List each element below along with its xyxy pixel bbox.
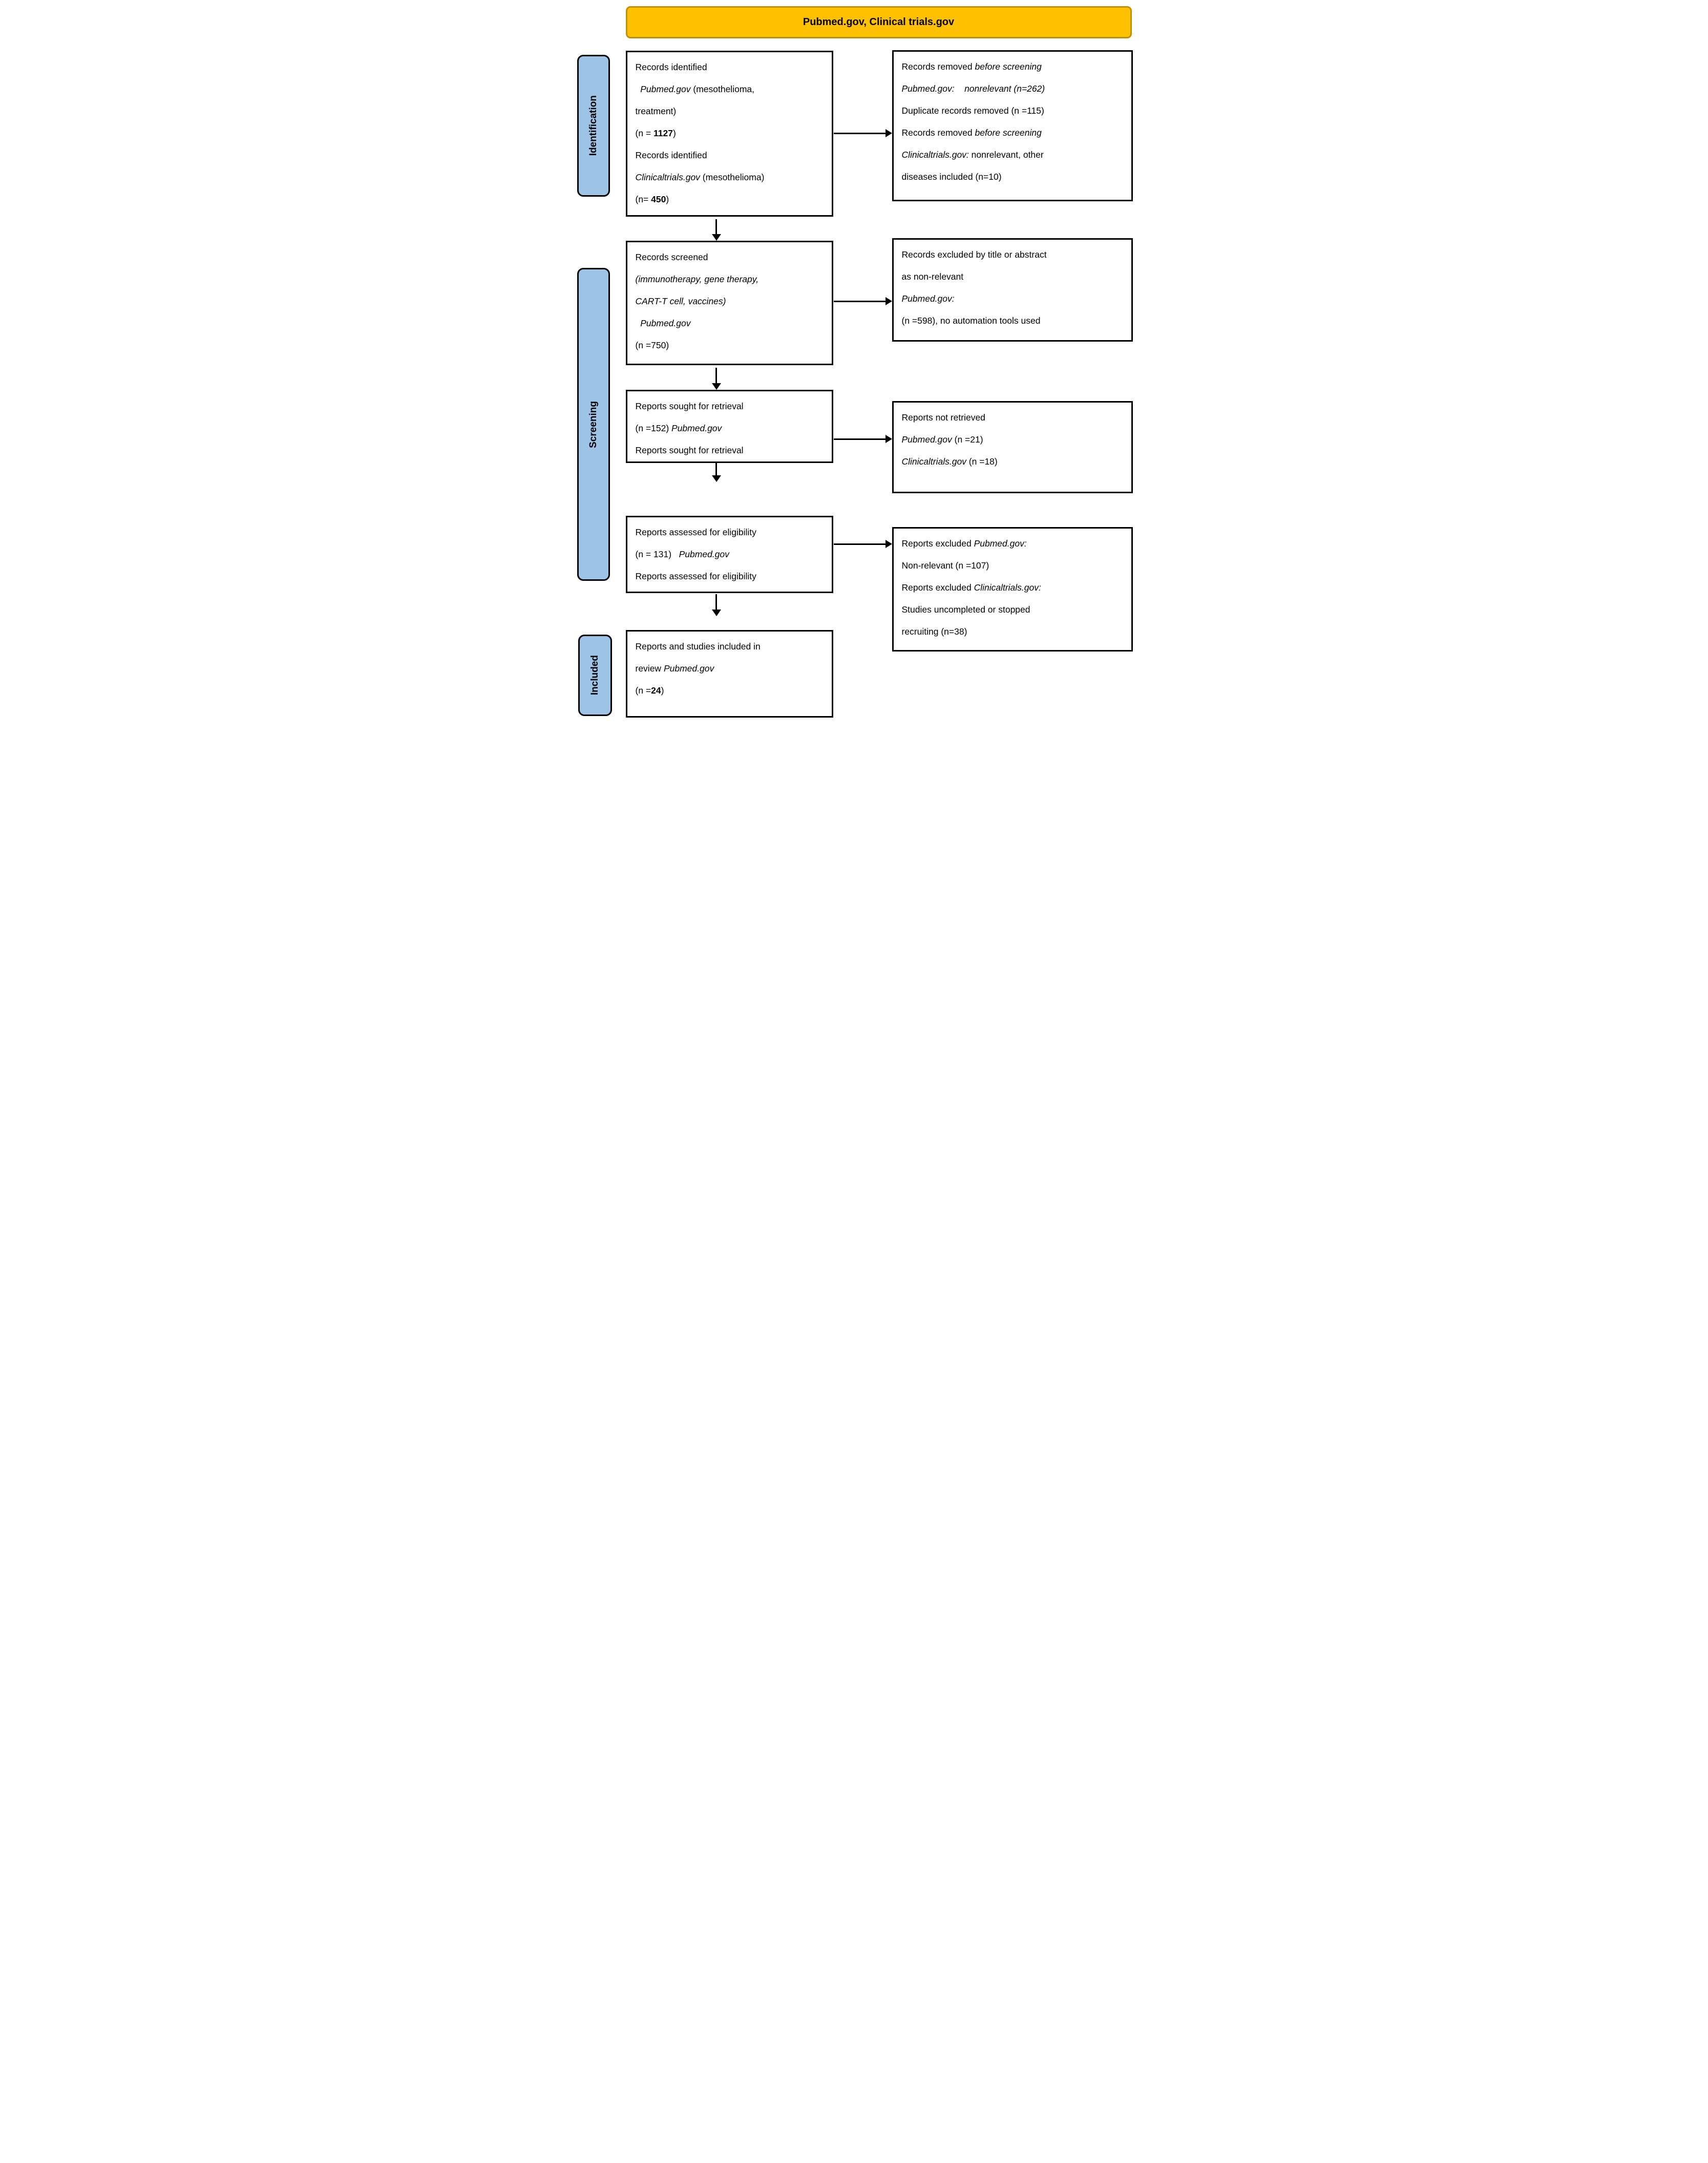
text-line: Pubmed.gov (mesothelioma, bbox=[640, 84, 754, 94]
text-line: Records identified bbox=[635, 62, 707, 72]
arrow-right-head-icon bbox=[885, 540, 892, 548]
text-line: Reports sought for retrieval bbox=[635, 445, 744, 455]
box-reports-assessed-for-eligibility bbox=[626, 516, 833, 593]
box-records-screened bbox=[626, 241, 833, 365]
arrow-right-head-icon bbox=[885, 297, 892, 305]
box-records-excluded-title-abstract bbox=[892, 238, 1133, 342]
arrow-identified-to-screened bbox=[712, 219, 721, 241]
arrow-down-head-icon bbox=[712, 610, 721, 616]
text-line: CART-T cell, vaccines) bbox=[635, 296, 726, 306]
arrow-down-head-icon bbox=[712, 383, 721, 390]
text-line: Reports excluded Clinicaltrials.gov: bbox=[901, 582, 1041, 593]
arrow-screened-to-sought bbox=[712, 368, 721, 390]
arrow-assessed-to-included bbox=[712, 594, 721, 616]
text-line: Reports not retrieved bbox=[901, 412, 985, 423]
arrow-down-head-icon bbox=[712, 234, 721, 241]
text-line: (n =24) bbox=[635, 685, 664, 696]
arrow-assessed-to-excluded bbox=[834, 540, 892, 548]
text-line: Reports assessed for eligibility bbox=[635, 571, 756, 581]
text-line: (n =750) bbox=[635, 340, 669, 350]
text-line: Records screened bbox=[635, 252, 708, 262]
arrow-shaft bbox=[834, 438, 887, 440]
stage-label-screening bbox=[577, 268, 610, 581]
arrow-identified-to-removed bbox=[834, 129, 892, 137]
prisma-flow-diagram bbox=[570, 0, 1139, 721]
box-reports-sought-for-retrieval bbox=[626, 390, 833, 463]
text-line: Reports sought for retrieval bbox=[635, 401, 744, 411]
text-line: as non-relevant bbox=[901, 271, 964, 282]
text-line: Non-relevant (n =107) bbox=[901, 560, 989, 571]
database-banner bbox=[626, 6, 1132, 38]
text-line: Pubmed.gov bbox=[640, 318, 691, 328]
text-line: review Pubmed.gov bbox=[635, 663, 714, 674]
arrow-shaft bbox=[834, 133, 887, 134]
box-reports-included-in-review bbox=[626, 630, 833, 718]
arrow-screened-to-excluded bbox=[834, 297, 892, 305]
stage-label-included-text: Included bbox=[589, 655, 600, 696]
text-line: (n =152) Pubmed.gov bbox=[635, 423, 722, 433]
text-line: (n = 1127) bbox=[635, 128, 676, 138]
arrow-shaft bbox=[715, 219, 717, 235]
text-line: Reports assessed for eligibility bbox=[635, 527, 756, 537]
text-line: Clinicaltrials.gov: nonrelevant, other bbox=[901, 150, 1044, 160]
arrow-right-head-icon bbox=[885, 129, 892, 137]
text-line: (n = 131) Pubmed.gov bbox=[635, 549, 729, 559]
box-reports-not-retrieved bbox=[892, 401, 1133, 493]
arrow-shaft bbox=[834, 543, 887, 545]
arrow-down-head-icon bbox=[712, 475, 721, 482]
text-line: (n= 450) bbox=[635, 194, 669, 204]
text-line: Reports and studies included in bbox=[635, 641, 761, 652]
text-line: (immunotherapy, gene therapy, bbox=[635, 274, 759, 284]
text-line: Studies uncompleted or stopped bbox=[901, 604, 1030, 615]
stage-label-screening-text: Screening bbox=[587, 401, 599, 448]
arrow-sought-to-assessed bbox=[712, 463, 721, 482]
text-line: (n =598), no automation tools used bbox=[901, 316, 1041, 326]
arrow-shaft bbox=[834, 301, 887, 302]
arrow-shaft bbox=[715, 368, 717, 384]
text-line: Pubmed.gov: nonrelevant (n=262) bbox=[901, 83, 1045, 94]
banner-label: Pubmed.gov, Clinical trials.gov bbox=[803, 16, 955, 28]
stage-label-included bbox=[578, 635, 612, 716]
text-line: Pubmed.gov (n =21) bbox=[901, 434, 983, 445]
box-reports-excluded bbox=[892, 527, 1133, 652]
arrow-shaft bbox=[715, 463, 717, 476]
text-line: Records removed before screening bbox=[901, 61, 1042, 72]
text-line: Clinicaltrials.gov (n =18) bbox=[901, 456, 998, 467]
stage-label-identification bbox=[577, 55, 610, 197]
arrow-right-head-icon bbox=[885, 435, 892, 443]
text-line: Records excluded by title or abstract bbox=[901, 249, 1047, 260]
text-line: Pubmed.gov: bbox=[901, 293, 955, 304]
text-line: treatment) bbox=[635, 106, 677, 116]
text-line: Duplicate records removed (n =115) bbox=[901, 106, 1044, 116]
text-line: Clinicaltrials.gov (mesothelioma) bbox=[635, 172, 765, 182]
text-line: Records removed before screening bbox=[901, 128, 1042, 138]
text-line: diseases included (n=10) bbox=[901, 172, 1002, 182]
text-line: recruiting (n=38) bbox=[901, 626, 967, 637]
box-records-identified bbox=[626, 51, 833, 217]
box-records-removed-before-screening bbox=[892, 50, 1133, 201]
arrow-sought-to-not-retrieved bbox=[834, 435, 892, 443]
stage-label-identification-text: Identification bbox=[587, 95, 599, 156]
text-line: Reports excluded Pubmed.gov: bbox=[901, 538, 1027, 549]
text-line: Records identified bbox=[635, 150, 707, 160]
arrow-shaft bbox=[715, 594, 717, 611]
